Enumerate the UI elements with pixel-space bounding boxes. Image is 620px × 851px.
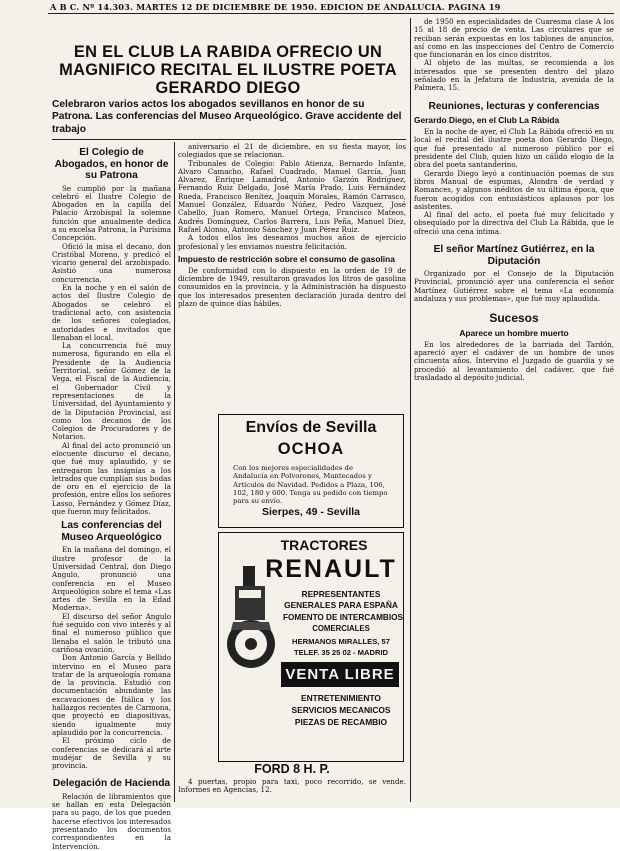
ad-tractores: TRACTORES — [280, 537, 368, 553]
paragraph: 4 puertas, propio para taxi, poco recorrido, se vende. Informes en Agencias, 12. — [178, 776, 406, 794]
section-heading-hacienda: Delegación de Hacienda — [52, 778, 171, 790]
ad-service: SERVICIOS MECANICOS — [291, 705, 391, 715]
ad-phone: TELEF. 35 25 02 - MADRID — [293, 648, 389, 657]
paragraph: Al final del acto, el poeta fué muy felicitado y obsequiado por la directiva del Club La Rábida, que le ofreció una cena íntima. — [414, 210, 614, 236]
running-head: A B C. Nº 14.303. MARTES 12 DE DICIEMBRE DE 1950. EDICION DE ANDALUCIA. PAGINA 19 — [50, 2, 501, 12]
ford-classified — [178, 764, 406, 804]
subheading-gerardo-diego: Gerardo Diego, en el Club La Rábida — [414, 115, 560, 126]
column-1 — [52, 143, 171, 851]
section-heading-abogados: El Colegio de Abogados, en honor de su Patrona — [54, 147, 169, 181]
column-rule-1 — [174, 142, 175, 802]
paragraph: Relación de libramientos que se hallan en esta Delegación para su pago, de los que pueden hacerse efectivos los interesados presentando los documentos correspondientes en la Intervención. — [52, 791, 171, 851]
section-heading-museo: Las conferencias del Museo Arqueológico — [61, 520, 162, 543]
paragraph: Ofició la misa el decano, don Cristóbal Moreno, y predicó el vicario general del arzobispado. Asistió una numerosa concurrencia. — [52, 241, 171, 284]
column-3 — [414, 18, 614, 804]
paragraph: De conformidad con lo dispuesto en la orden de 19 de diciembre de 1949, resultaron gravados los litros de gasolina consumidos en la provincia, y la Administración ha dispuesto que los interesados presenten declaración jurada dentro del plazo de quince días hábiles. — [178, 265, 406, 309]
section-heading-gasolina: Impuesto de restricción sobre el consumo de gasolina — [178, 253, 395, 264]
paragraph: A todos ellos les deseamos muchos años de ejercicio profesional y les enviamos nuestra felicitación. — [178, 233, 406, 251]
column-rule-2 — [410, 18, 411, 802]
ford-title: FORD 8 H. P. — [254, 762, 330, 776]
paragraph: de 1950 en especialidades de Cuaresma clase A los 15 al 18 de precio de venta. Las circulares que se reciban serán expuestas en los tablones de anuncios, así como en las inspecciones del Centro de Comercio que funcionarán en los cinco distritos. — [414, 17, 614, 60]
paragraph: Se cumplió por la mañana celebró el Ilustre Colegio de Abogados en la capilla del Palacio Arzobispal la solemne función que anualmente dedica a su excelsa Patrona, la Purísima Concepción. — [52, 183, 171, 243]
paragraph: Gerardo Diego leyó a continuación poemas de sus libros Manual de espumas, Alondra de verdad y Romances, y algunos inéditos de su última época, que fueron acogidos con entusiásticos aplausos por los asistentes. — [414, 168, 614, 211]
top-rule — [48, 13, 614, 14]
ad-service: PIEZAS DE RECAMBIO — [294, 717, 388, 727]
ad-renault: RENAULT — [265, 555, 397, 583]
paragraph: En la mañana del domingo, el ilustre profesor de la Universidad Central, don Diego Angulo, pronunció una conferencia en el Museo Arqueológico sobre el tema «Las artes de Sevilla en la Edad Moderna». — [52, 545, 171, 613]
paragraph: En los alrededores de la barriada del Tardón, apareció ayer el cadáver de un hombre de unos cincuenta años. Intervino el Juzgado de guardia y se procedió al levantamiento del cadáver, que fué trasladado al depósito judicial. — [414, 339, 614, 382]
ad-fomento: FOMENTO DE INTERCAMBIOS — [283, 613, 403, 622]
paragraph: La concurrencia fué muy numerosa, figurando en ella el Presidente de la Audiencia Territorial, señor Gómez de la Vega, el Fiscal de la Audiencia, el Gobernador Civil y representaciones de la Universidad, del Ayuntamiento y de la Diputación Provincial, así como los decanos de los Colegios de Procuradores y de Notarios. — [52, 341, 171, 442]
ad-service: ENTRETENIMIENTO — [301, 693, 381, 703]
paragraph: El próximo ciclo de conferencias se dedicará al arte mudéjar de Sevilla y su provincia. — [52, 736, 171, 771]
paragraph: Don Antonio García y Bellido intervino en el Museo para tratar de la arqueología romana de la provincia. Estudió con documentación abundante las excavaciones de Itálica y los hallazgos recientes de Carmona, que proyectó en diapositivas, siendo igualmente muy aplaudido por la concurrencia. — [52, 653, 171, 737]
ad-brand: OCHOA — [277, 440, 345, 458]
paragraph: Al final del acto pronunció un elocuente discurso el decano, que fué muy aplaudido, y se entregaron las insignias a los letrados que cumplían sus bodas de oro en el ejercicio de la profesión, entre ellos los señores Lasso, Fernández y Gómez Díaz, que fueron muy felicitados. — [52, 440, 171, 517]
ad-comerciales: COMERCIALES — [312, 624, 370, 633]
paragraph: El discurso del señor Angulo fué seguido con vivo interés y al final el numeroso público que llenaba el salón le tributó una cariñosa ovación. — [52, 611, 171, 654]
section-heading-diputacion: El señor Martínez Gutiérrez, en la Diputación — [433, 244, 595, 267]
paragraph: Organizado por el Consejo de la Diputación Provincial, pronunció ayer una conferencia el señor Martínez Gutiérrez sobre el tema «La economía andaluza y sus problemas», que fué muy aplaudida. — [414, 269, 614, 303]
ochoa-advertisement — [218, 414, 404, 528]
paragraph: Al objeto de las multas, se recomienda a los interesados que se presenten dentro del plazo señalado en la Jefatura de Industria, avenida de la Palmera, 15. — [414, 58, 614, 93]
main-subhead: Celebraron varios actos los abogados sevillanos en honor de su Patrona. Las conferencias del Museo Arqueológico. Grave accidente del trabajo — [52, 99, 402, 135]
ad-address: Sierpes, 49 - Sevilla — [261, 506, 361, 518]
ad-representantes: REPRESENTANTES GENERALES PARA ESPAÑA — [284, 589, 398, 610]
renault-advertisement — [218, 532, 404, 762]
main-headline: EN EL CLUB LA RABIDA OFRECIO UN MAGNIFICO RECITAL EL ILUSTRE POETA GERARDO DIEGO — [59, 43, 397, 97]
paragraph: En la noche y en el salón de actos del Ilustre Colegio de Abogados se celebró el tradicional acto, con asistencia de los señores colegiados, autoridades e invitados que llenaban el local. — [52, 283, 171, 342]
subheading-hombre-muerto: Aparece un hombre muerto — [459, 327, 569, 338]
headline-rule — [52, 139, 406, 140]
section-heading-sucesos: Sucesos — [489, 311, 539, 326]
ad-line: Envíos de Sevilla — [245, 419, 377, 436]
ad-body: Con los mejores especialidades de Andalucía en Polvorones, Mantecados y Artículos de Navidad. Pedidos a Plaza, 106, 102, 180 y 600. Tenga su pedido con tiempo para su envío. — [233, 464, 388, 506]
ad-address: HERMANOS MIRALLES, 57 — [292, 637, 390, 646]
section-heading-reuniones: Reuniones, lecturas y conferencias — [428, 100, 600, 112]
paragraph: Tribunales de Colegio: Pablo Atienza, Bernardo Infante, Alvaro Camacho, Rafael Cuadrado, Manuel García, Juan Alvarez, Enrique Lamadrid, Antonio Garzón Rodríguez, Fernando Ruiz Delgado, José María Prado, Luis Fernández Rueda, Francisco Benítez, Joaquín Morales, Ramón Carrasco, Manuel González, Eduardo Núñez, Pedro Vázquez, José Cabello, Juan Romero, Manuel Ortega, Francisco Mateos, Andrés Domínguez, Carlos Barrera, Luis Peña, Manuel Díez, Rafael Alonso, Antonio Sánchez y Juan Pérez Ruiz. — [178, 158, 406, 234]
paragraph: aniversario el 21 de diciembre, en su fiesta mayor, los colegiados que se relacionan. — [178, 142, 406, 160]
ad-venta-libre: VENTA LIBRE — [281, 662, 399, 687]
paragraph: En la noche de ayer, el Club La Rábida ofreció en su local el recital del ilustre poeta don Gerardo Diego, que fué presentado al numeroso público por el presidente del Club, quien hizo un cálido elogio de la obra del poeta santanderino. — [414, 127, 614, 170]
column-2 — [178, 143, 406, 405]
